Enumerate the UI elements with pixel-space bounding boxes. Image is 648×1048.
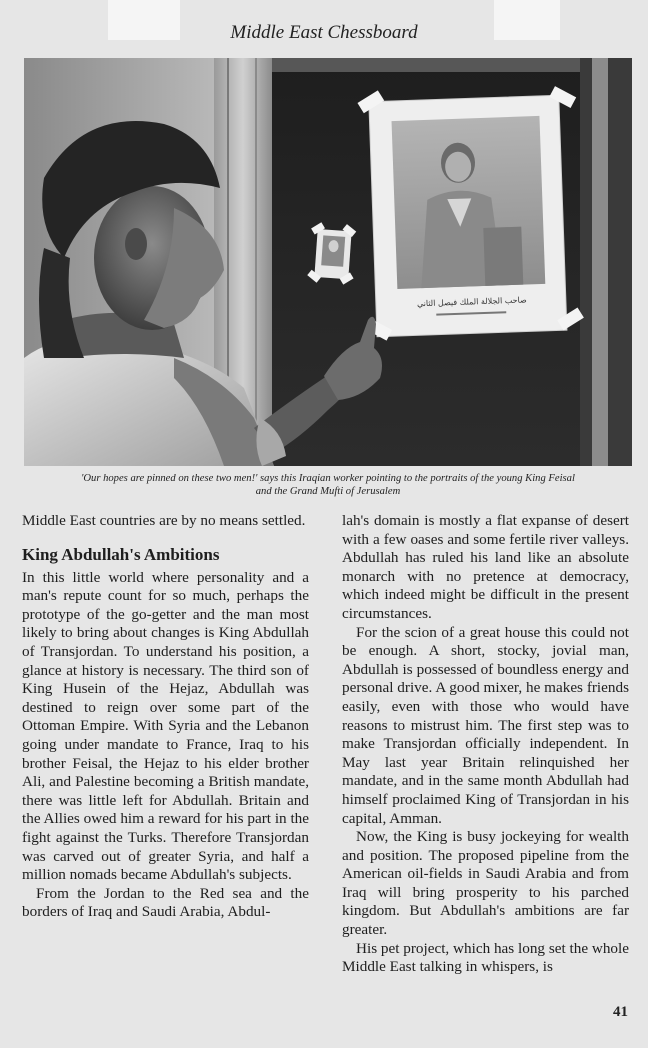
paragraph: In this little world where personality and a man's repute count for so much, perhaps the prototype of the go-getter and the man most likely to bring about changes is King Abdullah of Transjordan. To understand his position, a glance at history is necessary. The third son of King Husein of the Hejaz, Abdullah was destined to reign over some part of the Ottoman Empire. With Syria and the Lebanon going under mandate to France, Iraq to his brother Feisal, the Hejaz to his elder brother Ali, and Palestine becoming a British mandate, there was little left for Abdullah. Britain and the Allies owed him a reward for his part in the fight against the Turks. Therefore Transjordan was carved out of greater Syria, and half a million nomads became Abdullah's subjects. (22, 568, 309, 884)
paragraph: For the scion of a great house this could not be enough. A short, stocky, jovial man, Abdullah is possessed of boundless energy and personal drive. A good mixer, he makes friends easily, even with those who would have reasons to mistrust him. The first step was to make Transjordan officially independent. In May last year Britain relinquished her mandate, and in the same month Abdullah had himself proclaimed King of Transjordan in his capital, Amman. (342, 623, 629, 827)
page-number: 41 (613, 1004, 628, 1020)
caption-line-2: and the Grand Mufti of Jerusalem (255, 486, 401, 497)
right-column (342, 512, 629, 977)
section-heading: King Abdullah's Ambitions (22, 544, 220, 564)
paragraph: Now, the King is busy jockeying for wealth and position. The proposed pipeline from the American oil-fields in Saudi Arabia and from Iraq will bring prosperity to his parched kingdom. But Abdullah's ambitions are far greater. (342, 828, 629, 939)
photo-illustration (24, 58, 632, 466)
poster-caption: صاحب الجلالة الملك فيصل الثاني (416, 295, 527, 309)
paragraph: Middle East countries are by no means settled. (22, 512, 306, 529)
photo-caption (24, 472, 632, 498)
running-head: Middle East Chessboard (230, 22, 418, 43)
paragraph: From the Jordan to the Red sea and the borders of Iraq and Saudi Arabia, Abdul- (22, 884, 309, 921)
paragraph: lah's domain is mostly a flat expanse of desert with a few oases and some fertile river valleys. Abdullah has ruled his land like an absolute monarch with no pretence at democracy, which indeed might be difficult in the present circumstances. (342, 512, 629, 622)
photograph (24, 58, 632, 466)
left-column (22, 512, 309, 922)
caption-line-1: 'Our hopes are pinned on these two men!' says this Iraqian worker pointing to the portraits of the young King Feisal (81, 473, 575, 484)
paragraph: His pet project, which has long set the whole Middle East talking in whispers, is (342, 939, 629, 976)
